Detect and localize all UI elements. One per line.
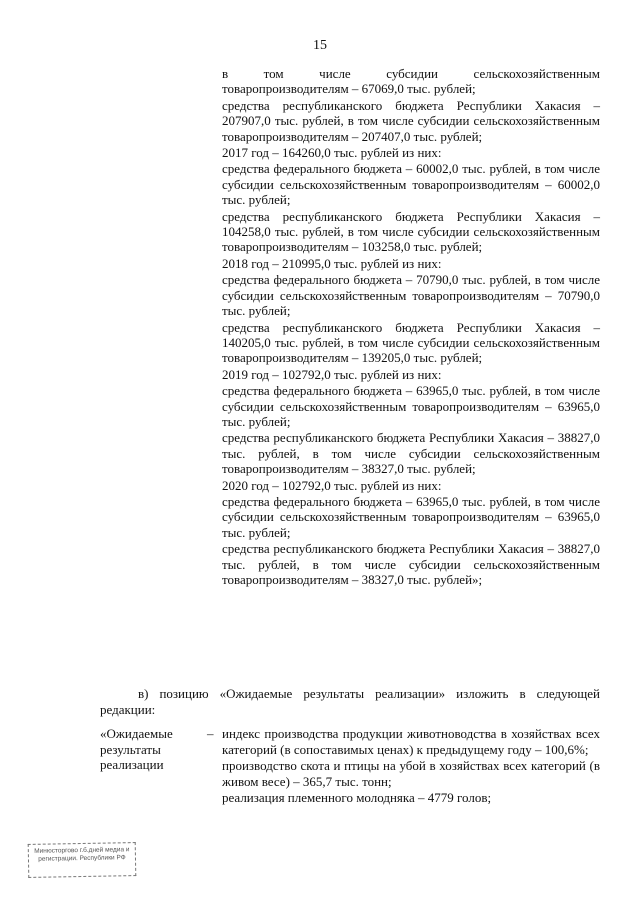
funding-year-line: 2019 год – 102792,0 тыс. рублей из них: — [222, 366, 442, 382]
funding-line: средства республиканского бюджета Республики Хакасия – 207907,0 тыс. рублей, в том числе субсидии сельскохозяйственным товаропроизводителям – 207407,0 тыс. рублей; — [222, 97, 600, 144]
funding-year-line: 2018 год – 210995,0 тыс. рублей из них: — [222, 255, 442, 271]
result-item: производство скота и птицы на убой в хозяйствах всех категорий (в живом весе) – 365,7 тыс. тонн; — [222, 758, 600, 789]
funding-year-line: 2020 год – 102792,0 тыс. рублей из них: — [222, 477, 442, 493]
results-dash: – — [207, 726, 214, 741]
funding-section — [222, 66, 600, 587]
funding-line: средства республиканского бюджета Республики Хакасия – 38827,0 тыс. рублей, в том числе субсидии сельскохозяйственным товаропроизводителям – 38327,0 тыс. рублей; — [222, 430, 600, 477]
funding-line: средства федерального бюджета – 70790,0 тыс. рублей, в том числе субсидии сельскохозяйственным товаропроизводителям – 70790,0 тыс. рублей; — [222, 272, 600, 319]
funding-line: средства республиканского бюджета Республики Хакасия – 140205,0 тыс. рублей, в том числе субсидии сельскохозяйственным товаропроизводителям – 139205,0 тыс. рублей; — [222, 319, 600, 366]
results-label: «Ожидаемые результаты реализации — [100, 726, 173, 773]
registration-stamp: Минюсторгово г.б.дней медиа и регистрации. Республики РФ — [28, 842, 137, 878]
funding-line: средства федерального бюджета – 63965,0 тыс. рублей, в том числе субсидии сельскохозяйственным товаропроизводителям – 63965,0 тыс. рублей; — [222, 493, 600, 540]
funding-line: в том числе субсидии сельскохозяйственным товаропроизводителям – 67069,0 тыс. рублей; — [222, 66, 600, 97]
funding-line: средства республиканского бюджета Республики Хакасия – 104258,0 тыс. рублей, в том числе субсидии сельскохозяйственным товаропроизводителям – 103258,0 тыс. рублей; — [222, 208, 600, 255]
result-item: индекс производства продукции животноводства в хозяйствах всех категорий (в сопоставимых ценах) к предыдущему году – 100,6%; — [222, 726, 600, 757]
funding-line: средства федерального бюджета – 60002,0 тыс. рублей, в том числе субсидии сельскохозяйственным товаропроизводителям – 60002,0 тыс. рублей; — [222, 161, 600, 208]
results-items — [222, 726, 600, 806]
instruction-paragraph: в) позицию «Ожидаемые результаты реализации» изложить в следующей редакции: — [100, 686, 600, 717]
funding-line: средства федерального бюджета – 63965,0 тыс. рублей, в том числе субсидии сельскохозяйственным товаропроизводителям – 63965,0 тыс. рублей; — [222, 383, 600, 429]
result-item: реализация племенного молодняка – 4779 голов; — [222, 790, 492, 806]
funding-year-line: 2017 год – 164260,0 тыс. рублей из них: — [222, 145, 442, 161]
page-number: 15 — [313, 38, 327, 53]
funding-line: средства республиканского бюджета Республики Хакасия – 38827,0 тыс. рублей, в том числе субсидии сельскохозяйственным товаропроизводителям – 38327,0 тыс. рублей»; — [222, 541, 600, 587]
